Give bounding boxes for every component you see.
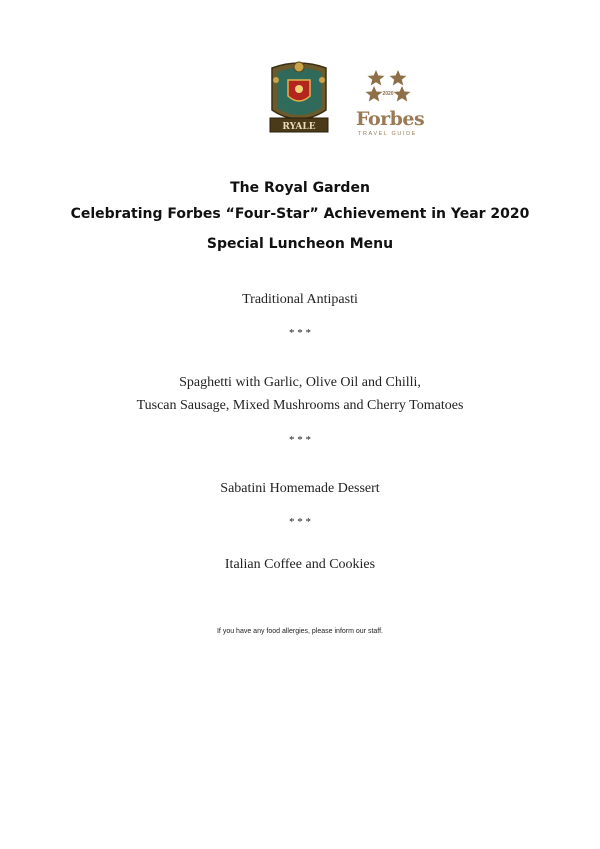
four-stars-icon bbox=[354, 68, 428, 108]
course-coffee: Italian Coffee and Cookies bbox=[224, 557, 376, 572]
forbes-name: Forbes bbox=[356, 108, 425, 130]
logo-row bbox=[0, 58, 600, 142]
menu-header bbox=[0, 175, 600, 257]
course-antipasti: Traditional Antipasti bbox=[242, 292, 358, 307]
allergy-note: If you have any food allergies, please inform our staff. bbox=[216, 628, 384, 635]
menu-title: Special Luncheon Menu bbox=[206, 236, 394, 252]
forbes-year: 2020 bbox=[382, 91, 394, 97]
forbes-subtitle: TRAVEL GUIDE bbox=[358, 131, 417, 137]
course-spaghetti-line1: Spaghetti with Garlic, Olive Oil and Chilli, bbox=[179, 375, 421, 390]
separator: * * * bbox=[289, 516, 311, 528]
celebration-title: Celebrating Forbes “Four-Star” Achievement in Year 2020 bbox=[70, 206, 530, 222]
restaurant-name: The Royal Garden bbox=[230, 180, 370, 196]
separator: * * * bbox=[289, 434, 311, 446]
separator: * * * bbox=[289, 327, 311, 339]
crest-banner-text: RYALE bbox=[282, 122, 316, 132]
royal-garden-crest-icon bbox=[264, 58, 334, 140]
course-spaghetti-line2: Tuscan Sausage, Mixed Mushrooms and Cherry Tomatoes bbox=[136, 398, 464, 413]
forbes-travel-guide-logo bbox=[354, 68, 428, 138]
course-dessert: Sabatini Homemade Dessert bbox=[220, 481, 380, 496]
